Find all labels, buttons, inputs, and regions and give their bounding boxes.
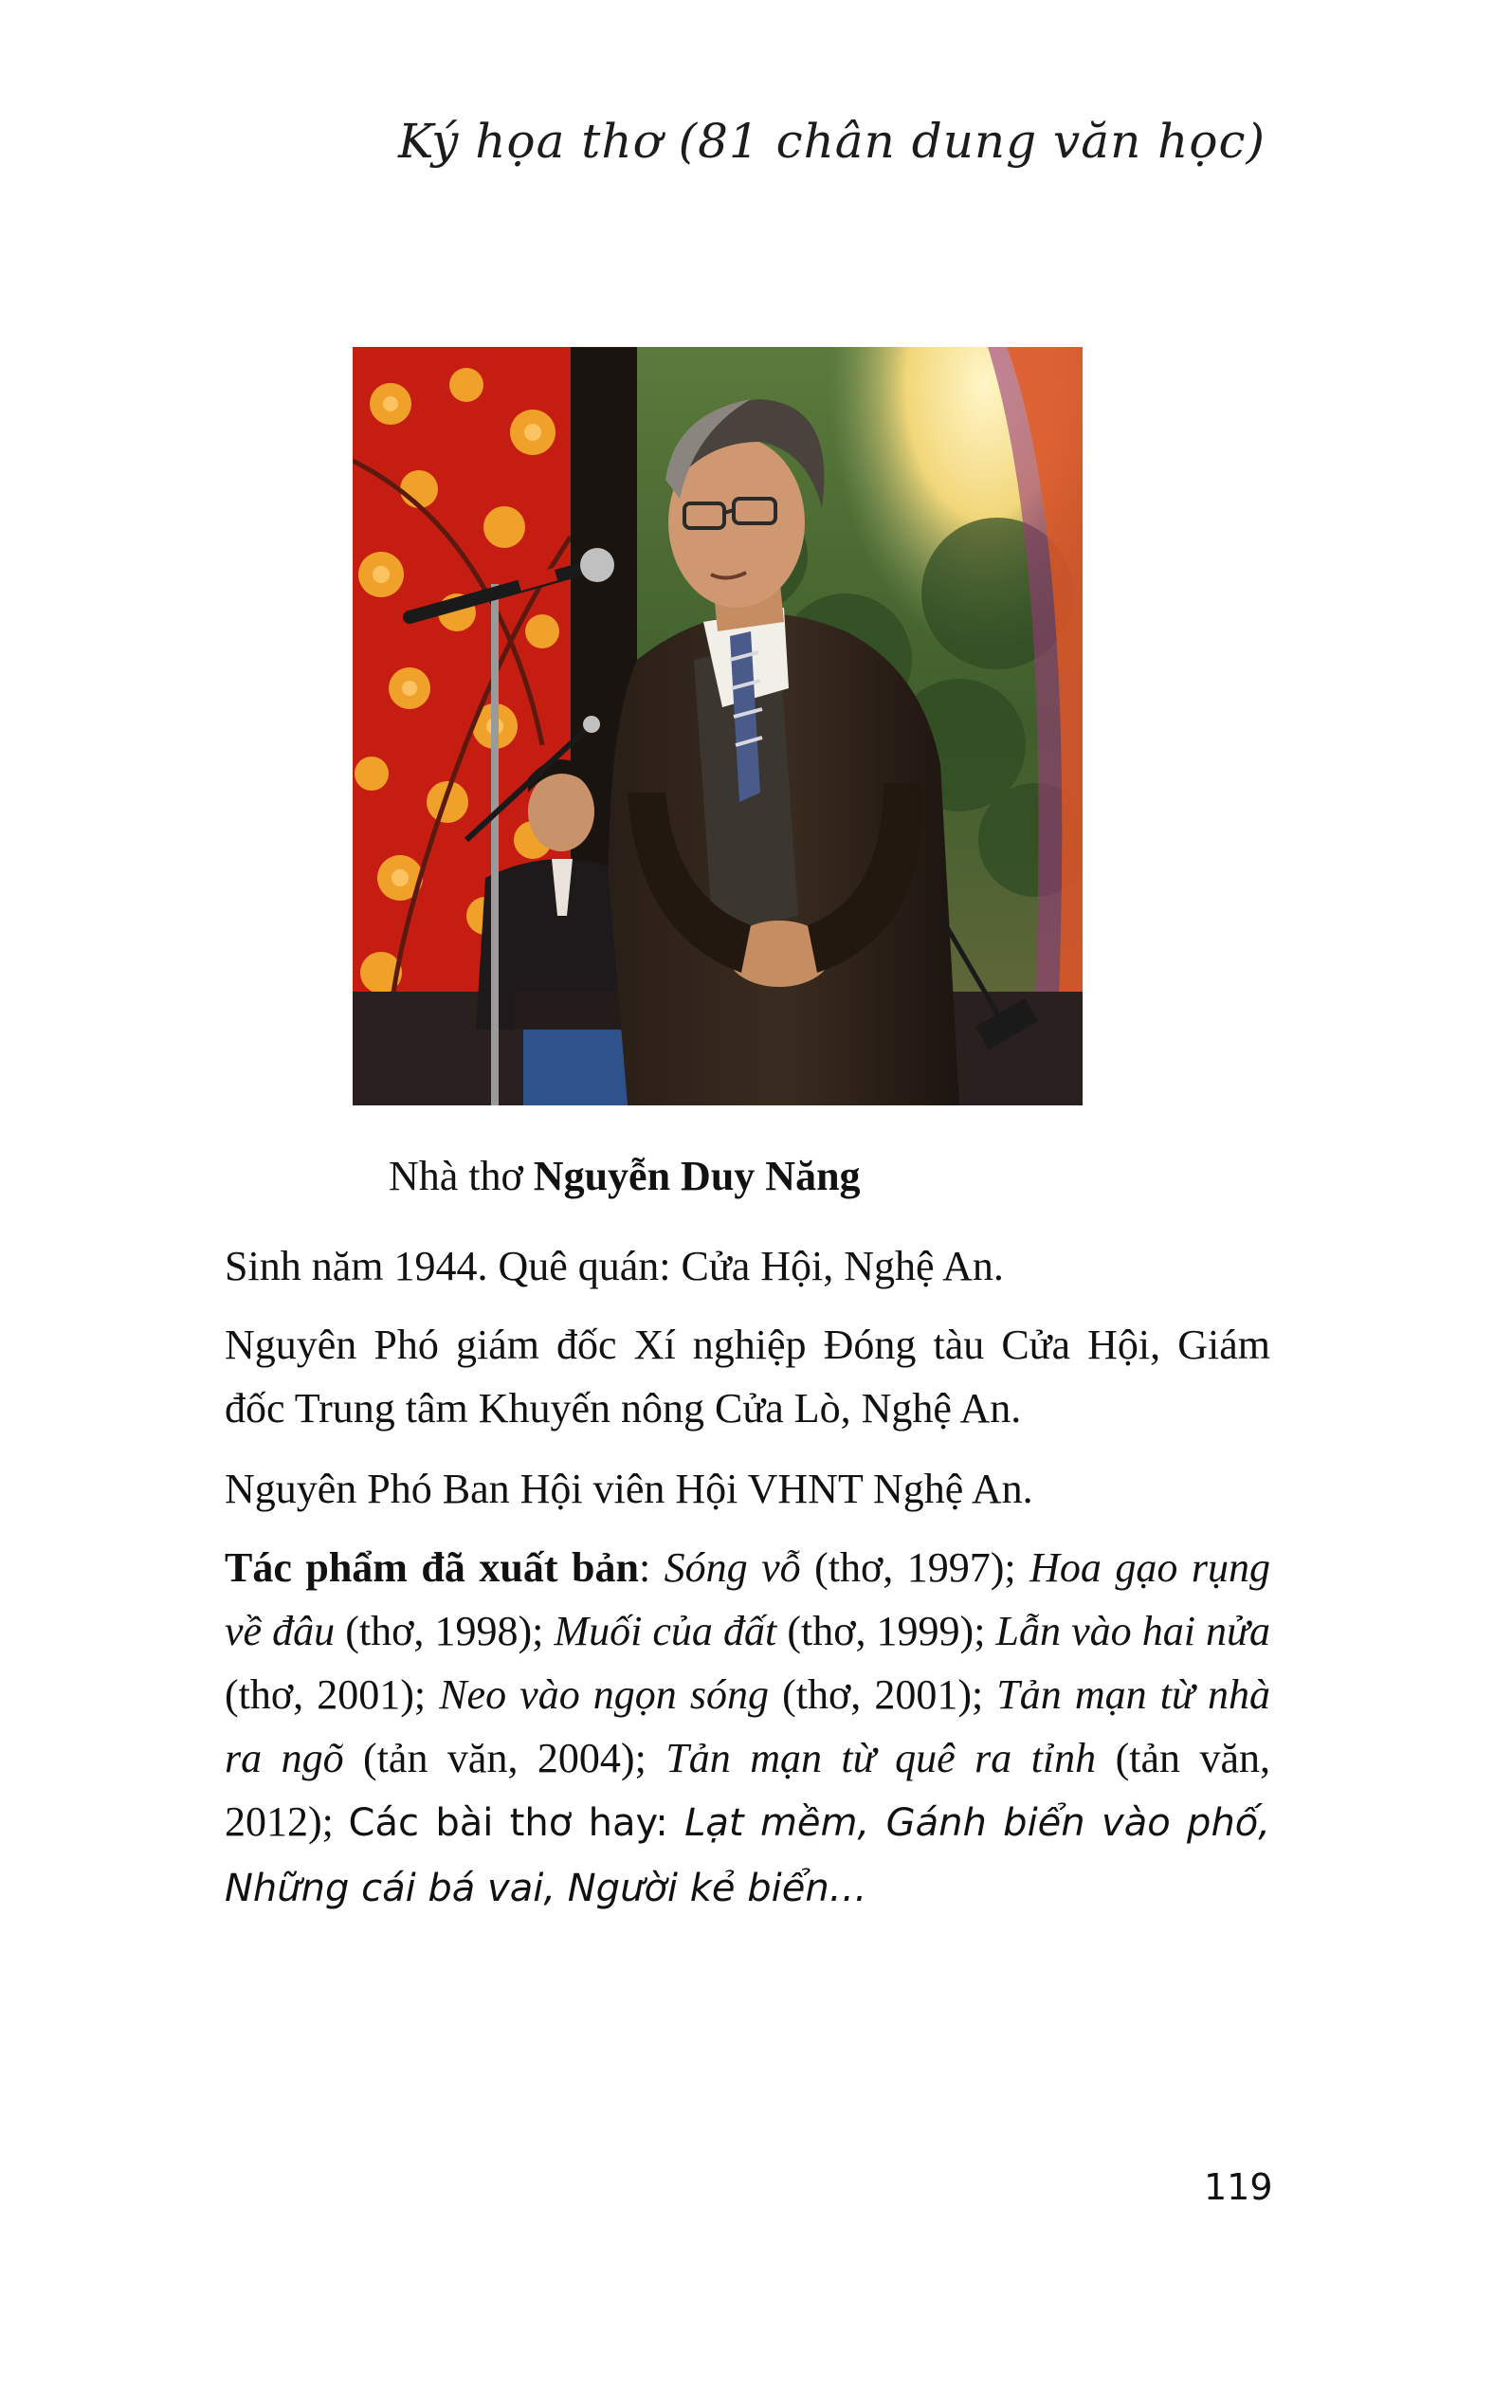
photo-caption — [389, 1152, 861, 1200]
work-title: Muối của đất — [554, 1608, 777, 1654]
running-header: Ký họa thơ (81 chân dung văn học) — [397, 114, 1266, 169]
work-note: (tản văn, 2004); — [343, 1735, 666, 1781]
work-title: Sóng vỗ — [664, 1544, 801, 1591]
poet-name: Nguyễn Duy Năng — [533, 1153, 861, 1199]
bio-birth: Sinh năm 1944. Quê quán: Cửa Hội, Nghệ An. — [225, 1243, 1004, 1289]
work-note: (thơ, 2001); — [225, 1671, 440, 1718]
works-colon: : — [638, 1544, 665, 1591]
work-note: (tản văn, 2012); — [225, 1735, 1271, 1845]
caption-prefix: Nhà thơ — [389, 1153, 534, 1199]
poet-portrait-photo — [353, 347, 1083, 1105]
bio-career: Nguyên Phó giám đốc Xí nghiệp Đóng tàu Cửa Hội, Giám đốc Trung tâm Khuyến nông Cửa Lò, Nghệ An. — [225, 1322, 1270, 1432]
work-title: Lẫn vào hai nửa — [995, 1608, 1271, 1654]
works-label: Tác phẩm đã xuất bản — [225, 1544, 639, 1591]
photo-illustration — [353, 347, 1083, 1105]
work-note: (thơ, 1998); — [335, 1608, 555, 1654]
work-title: Tản mạn từ quê ra tỉnh — [665, 1735, 1097, 1781]
published-works — [225, 1536, 1270, 1921]
work-note: (thơ, 1997); — [800, 1544, 1030, 1591]
poems-list: Lạt mềm, Gánh biển vào phố, Những cái bá vai, Người kẻ biển… — [225, 1801, 1270, 1910]
work-note: (thơ, 2001); — [769, 1671, 997, 1718]
work-title: Hoa gạo rụng về đâu — [225, 1544, 1270, 1654]
bio-membership: Nguyên Phó Ban Hội viên Hội VHNT Nghệ An. — [225, 1466, 1033, 1512]
work-title: Neo vào ngọn sóng — [439, 1671, 769, 1718]
work-title: Tản mạn từ nhà ra ngõ — [225, 1671, 1271, 1781]
poems-label: Các bài thơ hay: — [348, 1801, 685, 1845]
work-note: (thơ, 1999); — [776, 1608, 996, 1654]
page-number: 119 — [1204, 2166, 1273, 2208]
